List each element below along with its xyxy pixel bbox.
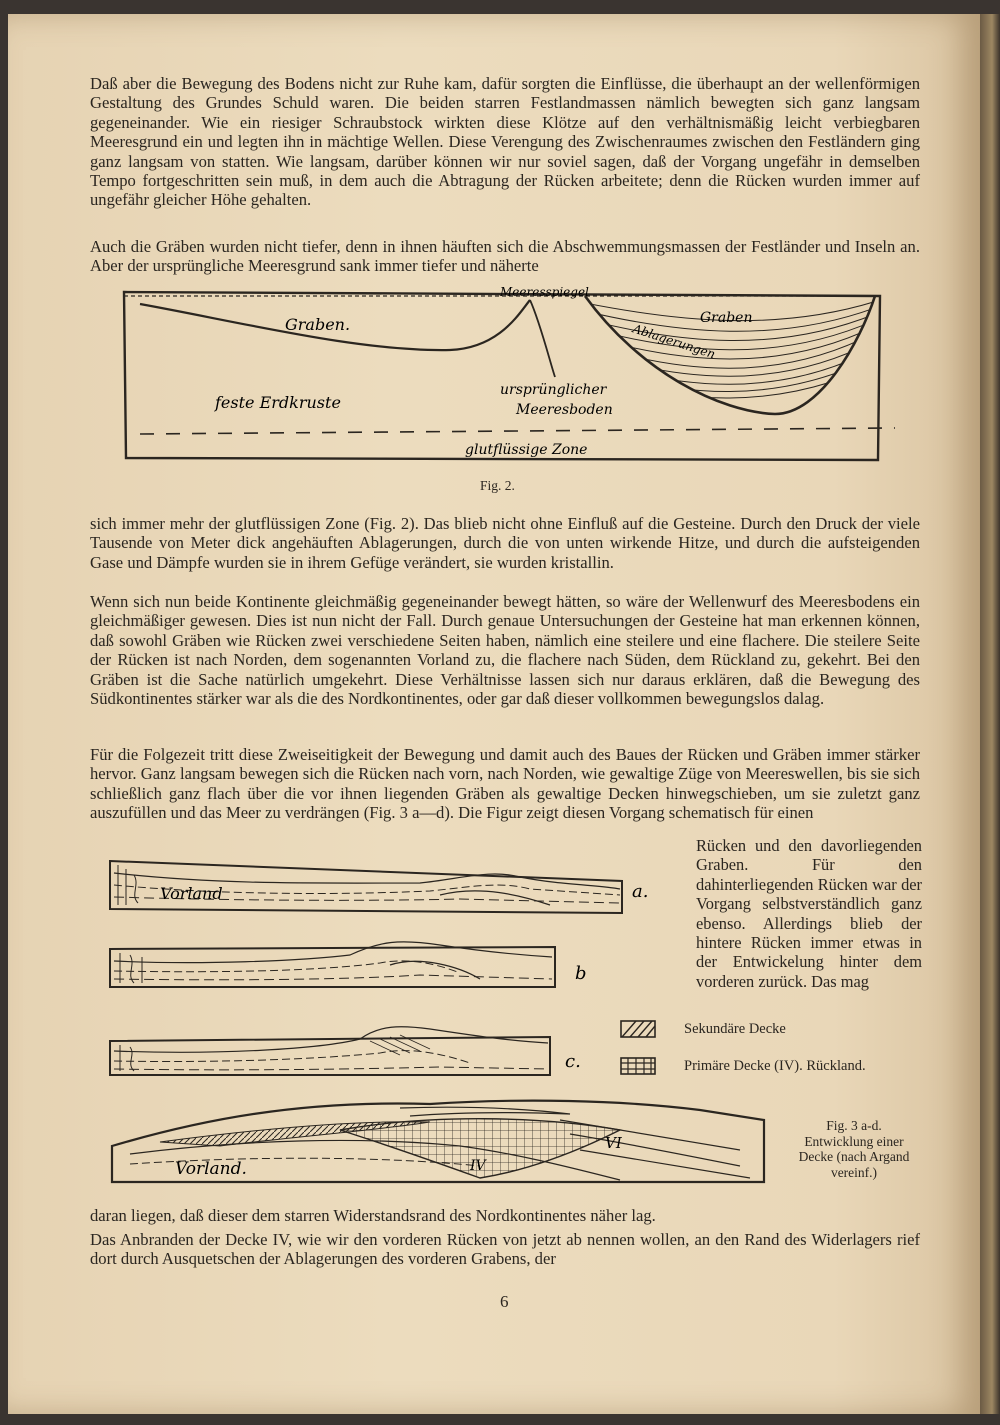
legend-secondary-nappe-symbol [620,1020,656,1038]
paragraph-5-continued: Rücken und den davorliegenden Graben. Für den dahinterliegenden Rücken war der Vorgang selbstverständlich ganz ebenso. Allerdings blieb der hintere Rücken immer etwas in der Entwickelung hinter dem vorderen zurück. Das mag [696,836,922,991]
legend-secondary-nappe-label: Sekundäre Decke [684,1021,786,1037]
paragraph-4: Wenn sich nun beide Kontinente gleichmäßig gegeneinander bewegt hätten, so wäre der Wellenwurf des Meeresbodens ein gleichmäßiger gewesen. Dies ist nun nicht der Fall. Durch genaue Untersuchungen der Gesteine hat man erkennen können, daß sowohl Gräben wie Rücken zwei verschiedene Seiten haben, nämlich eine steilere und eine flachere. Die steilere Seite der Rücken ist nach Norden, dem sogenannten Vorland zu, die flachere nach Süden, dem Rückland zu, gekehrt. Bei den Gräben ist die Sache natürlich umgekehrt. Diese Verhältnisse lassen sich nur daraus erklären, daß die Bewegung des Südkontinentes stärker war als die des Nordkontinentes, oder gar daß dieser vollkommen bewegungslos dalag. [90,592,920,709]
panel-label-c: c. [565,1051,581,1072]
figure-2-caption: Fig. 2. [480,478,515,493]
paragraph-1: Daß aber die Bewegung des Bodens nicht zur Ruhe kam, dafür sorgten die Einflüsse, die überhaupt an der wellenförmigen Gestaltung des Grundes Schuld waren. Die beiden starren Festlandmassen nämlich bewegten sich ganz langsam gegeneinander. Wie ein riesiger Schraubstock wirkten diese Klötze auf den verhältnismäßig leicht verbiegbaren Meeresgrund ein und legten ihn in mächtige Wellen. Diese Verengung des Zwischenraumes zwischen den Festländern ging ganz langsam von statten. Wie langsam, darüber können wir nur soviel sagen, daß der Vorgang ungefähr in demselben Tempo fortgeschritten sein muß, in dem auch die Abtragung der Rücken arbeitete; denn die Rücken wurden immer auf ungefähr gleicher Höhe gehalten. [90,74,920,210]
label-feste-erdkruste: feste Erdkruste [215,393,341,412]
paragraph-3: sich immer mehr der glutflüssigen Zone (Fig. 2). Das blieb nicht ohne Einfluß auf die Gesteine. Durch den Druck der viele Tausende von Meter dick angehäuften Ablagerungen, durch die von unten wirkende Hitze, und durch die aufsteigenden Gase und Dämpfe wurden sie in ihrem Gefüge verändert, sie wurden kristallin. [90,514,920,572]
legend-primary-nappe-symbol [620,1057,656,1075]
figure-3-caption-line-1: Fig. 3 a-d. [826,1118,882,1133]
label-glutfluessige-zone: glutflüssige Zone [465,442,588,458]
book-gutter [980,14,1000,1414]
label-ablagerungen: Ablagerungen [631,321,718,362]
panel-label-b: b [575,963,587,984]
label-roman-vi: VI [605,1134,622,1152]
book-page [8,14,980,1414]
paragraph-5: Für die Folgezeit tritt diese Zweiseitigkeit der Bewegung und damit auch des Baues der Rücken und Gräben immer stärker hervor. Ganz langsam bewegen sich die Rücken nach vorn, nach Norden, wie gewaltige Züge von Meereswellen, bis sie sich schließlich ganz flach über die vor ihnen liegenden Gräben als gewaltige Decken hinwegschieben, um sie zuletzt ganz auszufüllen und das Meer zu verdrängen (Fig. 3 a—d). Die Figur zeigt diesen Vorgang schematisch für einen [90,745,920,823]
label-meeresspiegel: Meeresspiegel [500,285,589,299]
panel-label-a: a. [632,881,649,902]
paragraph-7: Das Anbranden der Decke IV, wie wir den vorderen Rücken von jetzt ab nennen wollen, an den Rand des Widerlagers rief dort durch Ausquetschen der Ablagerungen des vorderen Grabens, der [90,1230,920,1269]
vorland-label-a: Vorland [160,884,223,903]
paragraph-2: Auch die Gräben wurden nicht tiefer, denn in ihnen häuften sich die Abschwemmungsmassen der Festländer und Inseln an. Aber der ursprüngliche Meeresgrund sank immer tiefer und näherte [90,237,920,276]
figure-3-diagram-abc [100,855,660,1085]
panel-c [110,1027,550,1075]
figure-3-caption-line-3: Decke (nach Argand [798,1149,910,1164]
figure-2-diagram [120,282,900,467]
figure-3-caption-line-4: vereinf.) [830,1164,878,1180]
figure-3-caption [780,1118,928,1180]
label-meeresboden: Meeresboden [516,402,613,418]
label-graben-right: Graben [700,310,753,326]
figure-3-diagram-d [100,1090,770,1190]
figure-2-frame [124,292,880,460]
label-urspruenglicher: ursprünglicher [500,382,607,398]
label-graben-left: Graben. [285,315,351,334]
page-number: 6 [500,1292,509,1311]
melt-zone-boundary [140,428,895,434]
paragraph-6: daran liegen, daß dieser dem starren Widerstandsrand des Nordkontinentes näher lag. [90,1206,656,1225]
vorland-label-d: Vorland. [175,1159,247,1179]
figure-3-caption-line-2: Entwicklung einer [804,1133,904,1149]
legend-primary-nappe-label: Primäre Decke (IV). Rückland. [684,1058,866,1074]
panel-b [110,942,555,987]
label-roman-iv: IV [470,1158,486,1174]
